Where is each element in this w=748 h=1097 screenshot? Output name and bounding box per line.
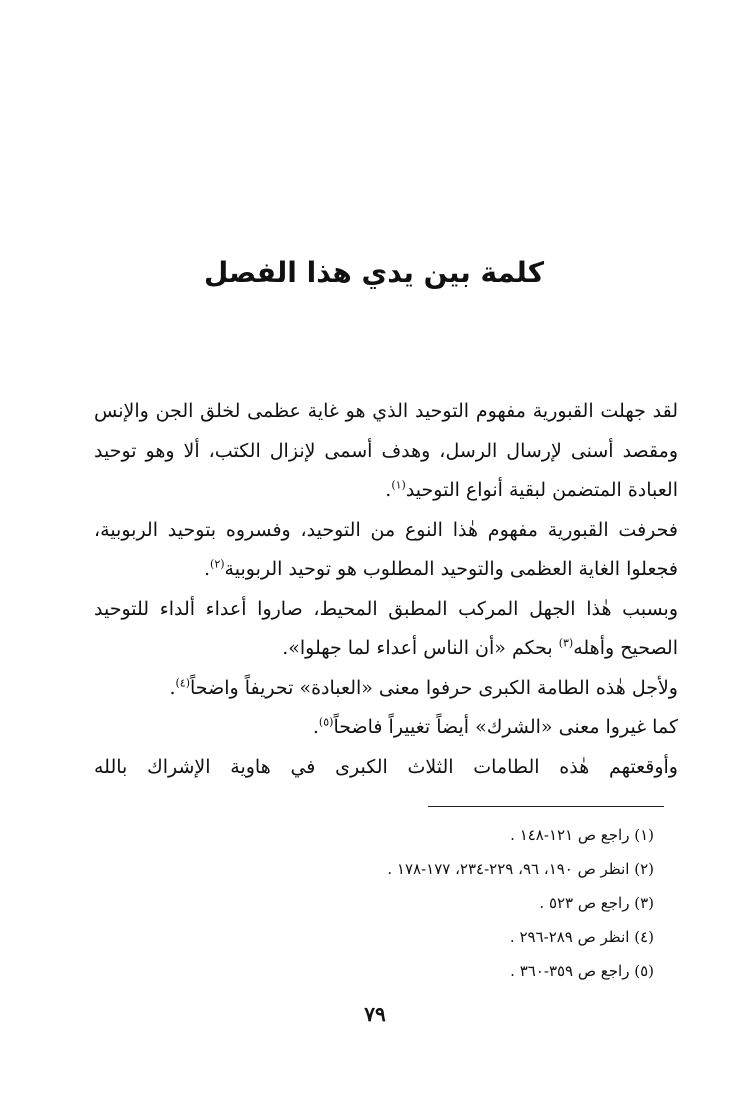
footnote-ref: (٤) [175, 676, 191, 690]
footnote-5: (٥) راجع ص ٣٥٩-٣٦٠ . [510, 962, 654, 980]
paragraph-4 [94, 669, 678, 709]
paragraph-tail: . [385, 479, 392, 501]
footnote-ref: (٢) [210, 557, 225, 571]
paragraph-text: فحرفت القبورية مفهوم هٰذا النوع من التوحيد، وفسروه بتوحيد الربوبية، فجعلوا الغاية العظمى والتوحيد المطلوب هو توحيد الربوبية [94, 518, 678, 580]
paragraph-text: ولأجل هٰذه الطامة الكبرى حرفوا معنى «العبادة» تحريفاً واضحاً [190, 676, 678, 699]
paragraph-6 [94, 748, 678, 788]
paragraph-2 [94, 511, 678, 590]
footnote-divider [428, 806, 664, 807]
footnote-1: (١) راجع ص ١٢١-١٤٨ . [510, 826, 654, 844]
footnote-4: (٤) انظر ص ٢٨٩-٢٩٦ . [509, 928, 654, 946]
body-text [94, 392, 678, 787]
paragraph-3 [94, 590, 678, 669]
paragraph-text: وبسبب هٰذا الجهل المركب المطبق المحيط، صاروا أعداء ألداء للتوحيد الصحيح وأهله [94, 597, 678, 659]
footnote-ref: (٣) [558, 636, 574, 650]
paragraph-text: وأوقعتهم هٰذه الطامات الثلاث الكبرى في هاوية الإشراك بالله [94, 755, 678, 778]
footnotes [234, 818, 654, 988]
paragraph-tail: . [312, 716, 319, 738]
paragraph-text: كما غيروا معنى «الشرك» أيضاً تغييراً فاضحاً [333, 716, 678, 738]
footnote-2: (٢) انظر ص ١٩٠، ٩٦، ٢٢٩-٢٣٤، ١٧٧-١٧٨ . [387, 860, 654, 878]
paragraph-1 [94, 392, 678, 511]
paragraph-text: لقد جهلت القبورية مفهوم التوحيد الذي هو غاية عظمى لخلق الجن والإنس ومقصد أسنى لإرسال الرسل، وهدف أسمى لإنزال الكتب، ألا وهو توحيد العبادة المتضمن لبقية أنواع التوحيد [94, 400, 678, 501]
footnote-3: (٣) راجع ص ٥٢٣ . [539, 894, 654, 912]
footnote-ref: (١) [391, 478, 406, 492]
paragraph-tail: . [169, 676, 176, 699]
paragraph-tail: . [203, 558, 211, 580]
paragraph-5 [94, 708, 678, 748]
paragraph-tail: بحكم «أن الناس أعداء لما جهلوا». [282, 637, 559, 659]
chapter-title: كلمة بين يدي هذا الفصل [204, 256, 544, 289]
page-number: ٧٩ [364, 1002, 386, 1026]
footnote-ref: (٥) [318, 715, 334, 729]
